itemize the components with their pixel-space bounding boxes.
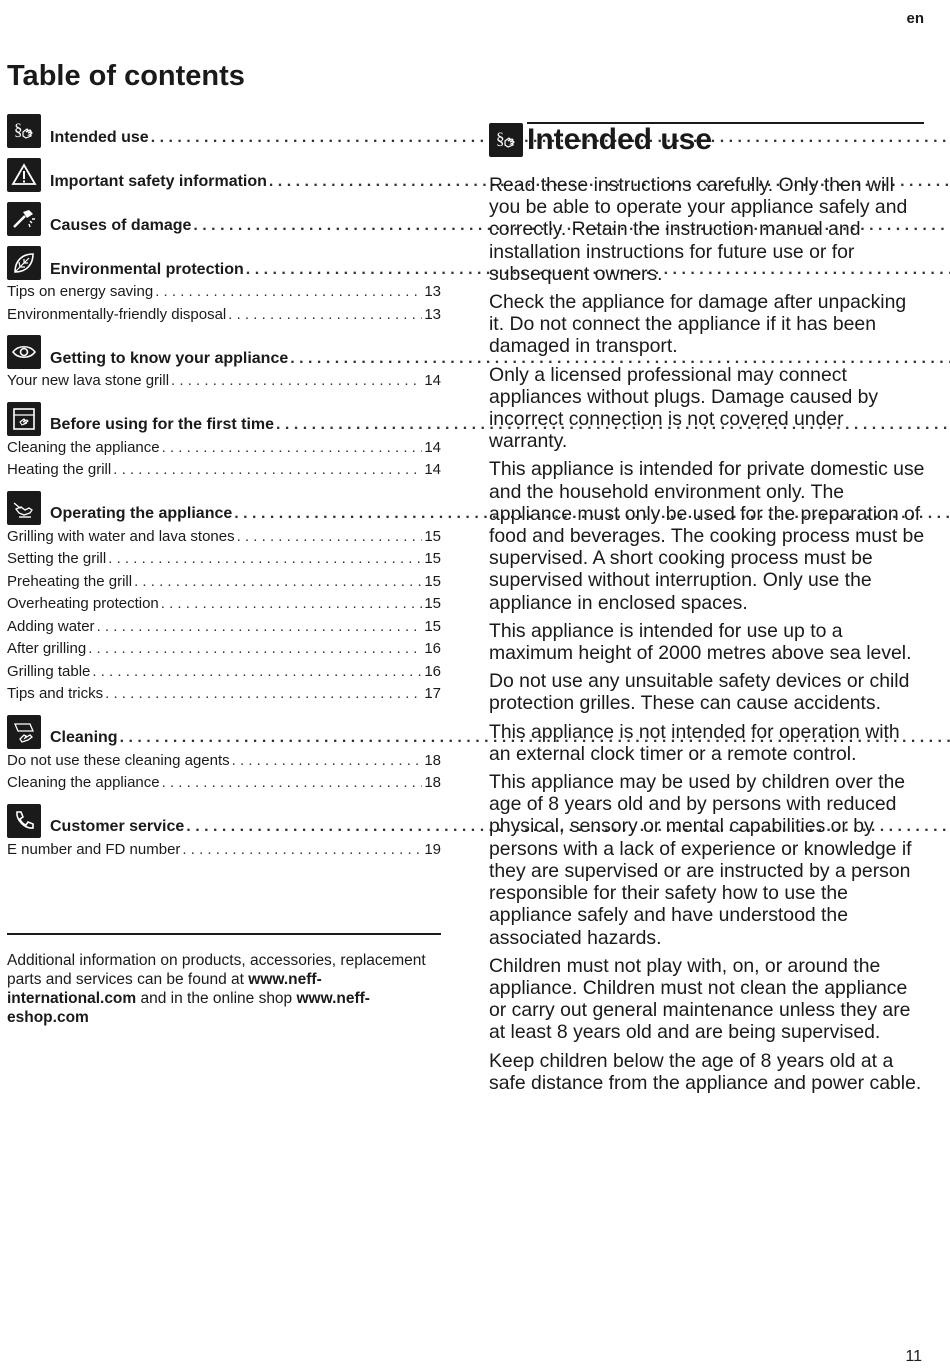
dot-leader — [232, 751, 423, 772]
toc-entry-label: Grilling table — [7, 662, 91, 680]
dot-leader — [162, 773, 423, 794]
toc-section — [7, 244, 441, 280]
toc-section — [7, 489, 441, 525]
operate-hand-icon — [7, 491, 41, 525]
toc-section — [7, 400, 441, 436]
toc-entry-label: Tips and tricks — [7, 685, 104, 702]
hammer-damage-icon — [7, 202, 41, 236]
phone-icon — [7, 804, 41, 838]
dot-leader — [237, 527, 423, 548]
toc-page-number: 14 — [424, 461, 441, 478]
toc-subentry[interactable] — [7, 282, 441, 303]
toc-page-number: 18 — [424, 774, 441, 791]
page-number: 11 — [905, 1348, 922, 1365]
intended-use-paragraph: Keep children below the age of 8 years old at a safe distance from the appliance and power cable. — [489, 1049, 922, 1094]
neff-international-link[interactable]: www.neff-international.com — [7, 971, 322, 1007]
intended-use-paragraph: Children must not play with, on, or around the appliance. Children must not clean the appliance or carry out general maintenance unless they are at least 8 years old and are being supervised. — [489, 954, 911, 1044]
section-hand-icon — [7, 114, 41, 148]
toc-subentry[interactable] — [7, 773, 441, 794]
intended-use-paragraph: Only a licensed professional may connect appliances without plugs. Damage caused by incorrect connection is not covered under warranty. — [489, 363, 879, 453]
toc-entry-label: Getting to know your appliance — [50, 349, 289, 367]
first-use-icon — [7, 402, 41, 436]
toc-entry-label: Adding water — [7, 617, 95, 635]
toc-subentry[interactable] — [7, 371, 441, 392]
toc-subentry[interactable] — [7, 460, 441, 481]
svg-text:§: § — [496, 129, 505, 148]
dot-leader — [155, 282, 422, 303]
toc-entry-label: Important safety information — [50, 172, 267, 190]
intended-use-paragraph: This appliance is intended for use up to a maximum height of 2000 metres above sea level. — [489, 619, 912, 665]
toc-section — [7, 200, 441, 236]
dot-leader — [113, 460, 422, 481]
toc-page-number: 15 — [424, 550, 441, 567]
intended-use-paragraph: Check the appliance for damage after unpacking it. Do not connect the appliance if it has been damaged in transport. — [489, 291, 907, 358]
toc-section — [7, 713, 441, 749]
toc-subentry[interactable] — [7, 639, 441, 660]
toc-entry-label: Environmentally-friendly disposal — [7, 305, 227, 323]
toc-section — [7, 112, 441, 148]
toc-page-number: 15 — [424, 572, 441, 590]
toc-subentry[interactable] — [7, 438, 441, 459]
intended-use-paragraph: This appliance is not intended for operation with an external clock timer or a remote control. — [489, 720, 900, 765]
toc-entry-label: E number and FD number — [7, 840, 181, 858]
toc-entry-label: Your new lava stone grill — [7, 372, 170, 389]
intended-use-heading — [489, 122, 925, 158]
toc-entry-label: Causes of damage — [50, 216, 192, 234]
dot-leader — [228, 305, 422, 326]
toc-section — [7, 333, 441, 369]
toc-entry-label: Cleaning the appliance — [7, 774, 160, 791]
toc-entry-label: Heating the grill — [7, 461, 112, 478]
svg-text:§: § — [14, 120, 23, 139]
toc-page-number: 14 — [424, 372, 441, 389]
toc-entry-label: Cleaning the appliance — [7, 438, 160, 456]
toc-subentry[interactable] — [7, 840, 441, 861]
toc-entry-label: Grilling with water and lava stones — [7, 527, 235, 545]
dot-leader — [92, 662, 422, 683]
toc-page-number: 17 — [424, 685, 441, 702]
divider — [7, 933, 441, 935]
toc-page-number: 19 — [424, 840, 441, 858]
toc-subentry[interactable] — [7, 662, 441, 683]
toc-subentry[interactable] — [7, 549, 441, 570]
toc-page-number: 15 — [424, 527, 441, 545]
warning-icon — [7, 158, 41, 192]
dot-leader — [108, 549, 422, 570]
toc-entry-label: Cleaning — [50, 729, 118, 746]
intended-use-paragraph: This appliance may be used by children over the age of 8 years old and by persons with reduced physical, sensory or mental capabilities or by persons with a lack of experience or knowledge if they are supervised or are instructed by a person responsible for their safety how to use the appliance safely and have understood the associated hazards. — [489, 771, 912, 949]
dot-leader — [182, 840, 422, 861]
toc-entry-label: Setting the grill — [7, 550, 107, 567]
intended-use-paragraph: Do not use any unsuitable safety devices or child protection grilles. These can cause accidents. — [489, 670, 910, 715]
toc-entry-label: Do not use these cleaning agents — [7, 751, 230, 769]
intended-use-paragraph: Read these instructions carefully. Only then will you be able to operate your appliance safely and correctly. Retain the instruction manual and installation instructions for future use or for subsequent owners. — [489, 174, 908, 285]
toc-page-number: 13 — [424, 305, 441, 323]
dot-leader — [97, 617, 423, 638]
toc-entry-label: Customer service — [50, 818, 185, 835]
toc-subentry[interactable] — [7, 572, 441, 593]
intended-use-paragraph: This appliance is intended for private domestic use and the household environment only. The appliance must only be used for the preparation of food and beverages. The cooking process must be supervised. A short cooking process must be supervised without interruption. Only use the appliance in enclosed spaces. — [489, 458, 925, 614]
toc-page-number: 16 — [424, 640, 441, 657]
toc-page-number: 15 — [424, 595, 441, 612]
dot-leader — [88, 639, 422, 660]
dot-leader — [161, 594, 423, 615]
dot-leader — [105, 684, 422, 705]
toc-section — [7, 802, 441, 838]
toc-entry-label: Environmental protection — [50, 260, 244, 278]
toc-page-number: 16 — [424, 662, 441, 680]
toc-page-number: 15 — [424, 617, 441, 635]
toc-page-number: 14 — [424, 438, 441, 456]
dot-leader — [162, 438, 423, 459]
neff-eshop-link[interactable]: www.neff-eshop.com — [7, 990, 370, 1026]
additional-info-text-2: and in the online shop — [140, 990, 293, 1007]
toc-subentry[interactable] — [7, 751, 441, 772]
dot-leader — [171, 371, 422, 392]
toc-subentry[interactable] — [7, 527, 441, 548]
toc-subentry[interactable] — [7, 594, 441, 615]
toc-page-number: 13 — [424, 283, 441, 300]
toc-title: Table of contents — [7, 60, 245, 92]
eye-icon — [7, 335, 41, 369]
toc-entry-label: Preheating the grill — [7, 572, 133, 590]
toc-subentry[interactable] — [7, 617, 441, 638]
intended-use-title: Intended use — [527, 123, 713, 156]
toc-section — [7, 156, 441, 192]
toc-entry-label: Operating the appliance — [50, 505, 233, 522]
toc-page-number: 18 — [424, 751, 441, 769]
section-hand-icon — [489, 123, 523, 157]
toc-entry-label: Overheating protection — [7, 595, 159, 612]
language-code: en — [906, 10, 924, 27]
additional-info-text: Additional information on products, accessories, replacement parts and services can be found at — [7, 952, 426, 988]
intended-use-section — [489, 122, 925, 1094]
toc-subentry[interactable] — [7, 305, 441, 326]
toc-subentry[interactable] — [7, 684, 441, 705]
leaf-icon — [7, 246, 41, 280]
toc-entry-label: Before using for the first time — [50, 416, 275, 433]
intended-use-body — [489, 174, 925, 1094]
table-of-contents — [7, 112, 441, 860]
toc-entry-label: Intended use — [50, 128, 149, 146]
dot-leader — [134, 572, 422, 593]
toc-entry-label: Tips on energy saving — [7, 283, 154, 300]
cleaning-hand-icon — [7, 715, 41, 749]
additional-info — [7, 951, 437, 1027]
toc-entry-label: After grilling — [7, 640, 87, 657]
